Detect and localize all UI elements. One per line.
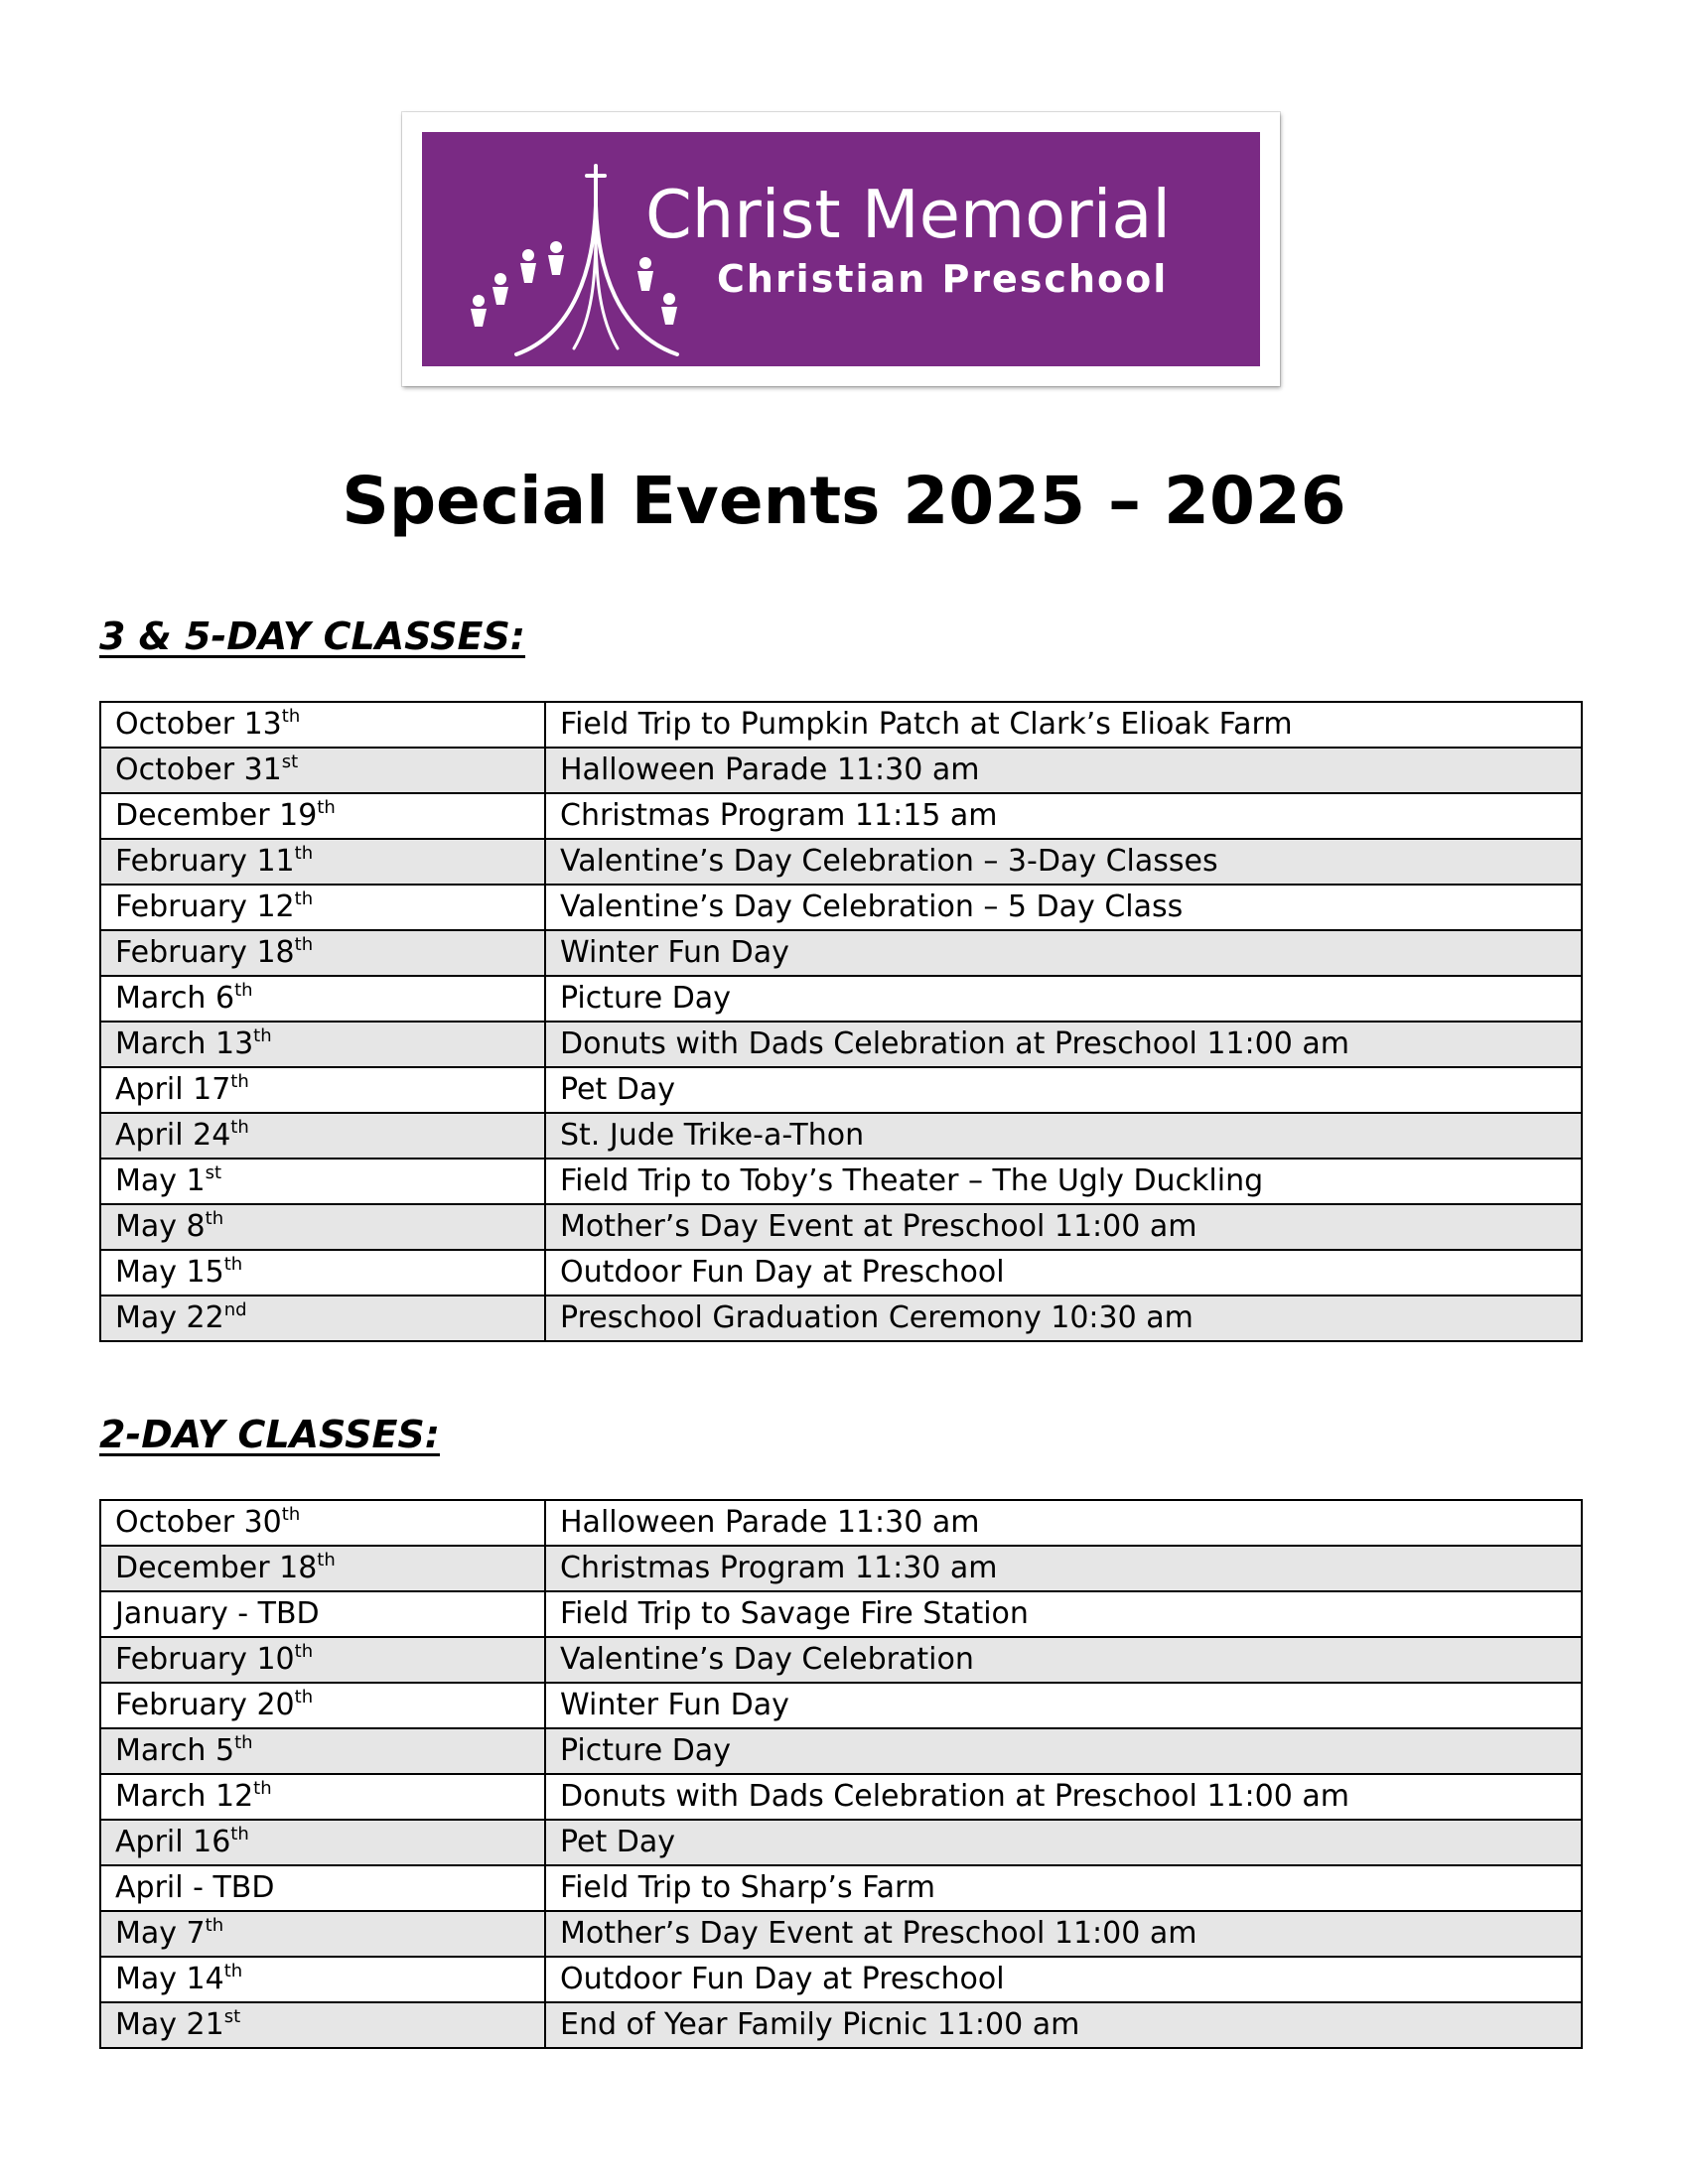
event-description: Pet Day	[560, 1825, 676, 1859]
event-description-cell	[545, 1865, 1582, 1911]
event-date-cell	[100, 1022, 545, 1067]
table-row	[100, 976, 1582, 1022]
event-description-cell	[545, 885, 1582, 930]
logo-frame	[402, 112, 1280, 386]
event-date-cell	[100, 1774, 545, 1820]
event-description-cell	[545, 1728, 1582, 1774]
date-ordinal-suffix: th	[205, 1208, 224, 1229]
event-date: April 24	[115, 1118, 231, 1153]
event-description: Picture Day	[560, 1733, 731, 1768]
logo-banner	[422, 132, 1260, 366]
events-table-2-day	[99, 1499, 1583, 2049]
event-date: February 12	[115, 889, 295, 924]
event-date-cell	[100, 1865, 545, 1911]
event-description: Mother’s Day Event at Preschool 11:00 am	[560, 1916, 1197, 1951]
table-row	[100, 748, 1582, 793]
event-description: Outdoor Fun Day at Preschool	[560, 1255, 1005, 1290]
date-ordinal-suffix: th	[223, 1961, 243, 1981]
event-date: May 22	[115, 1300, 224, 1335]
date-ordinal-suffix: th	[294, 888, 314, 909]
table-row	[100, 1911, 1582, 1957]
event-date-cell	[100, 930, 545, 976]
event-description: Outdoor Fun Day at Preschool	[560, 1962, 1005, 1996]
table-row	[100, 1067, 1582, 1113]
table-row	[100, 1865, 1582, 1911]
event-date: May 1	[115, 1163, 206, 1198]
event-date-cell	[100, 839, 545, 885]
event-description: Halloween Parade 11:30 am	[560, 1505, 980, 1540]
event-date: December 18	[115, 1551, 318, 1585]
table-row	[100, 885, 1582, 930]
event-date: March 5	[115, 1733, 235, 1768]
event-description: Picture Day	[560, 981, 731, 1016]
table-row	[100, 1204, 1582, 1250]
event-description: Valentine’s Day Celebration	[560, 1642, 974, 1677]
event-date-cell	[100, 976, 545, 1022]
table-row	[100, 1022, 1582, 1067]
event-date: October 31	[115, 752, 282, 787]
date-ordinal-suffix: st	[223, 2006, 241, 2027]
event-date: February 18	[115, 935, 295, 970]
date-ordinal-suffix: st	[281, 751, 299, 772]
date-ordinal-suffix: th	[294, 1641, 314, 1662]
table-row	[100, 1591, 1582, 1637]
event-date: October 30	[115, 1505, 282, 1540]
event-date: April 16	[115, 1825, 231, 1859]
table-row	[100, 1546, 1582, 1591]
table-row	[100, 1159, 1582, 1204]
event-date-cell	[100, 1911, 545, 1957]
event-description: Valentine’s Day Celebration – 5 Day Class	[560, 889, 1184, 924]
section-heading-3-5-day: 3 & 5-DAY CLASSES:	[99, 614, 526, 658]
event-description: Preschool Graduation Ceremony 10:30 am	[560, 1300, 1194, 1335]
event-date-cell	[100, 2002, 545, 2048]
event-description: End of Year Family Picnic 11:00 am	[560, 2007, 1080, 2042]
event-date: February 20	[115, 1688, 295, 1722]
date-ordinal-suffix: th	[230, 1071, 249, 1092]
event-description-cell	[545, 1113, 1582, 1159]
date-ordinal-suffix: th	[234, 980, 253, 1001]
event-date-cell	[100, 1204, 545, 1250]
date-ordinal-suffix: th	[230, 1824, 249, 1844]
table-row	[100, 1296, 1582, 1341]
event-date-cell	[100, 1113, 545, 1159]
date-ordinal-suffix: nd	[223, 1299, 247, 1320]
event-description-cell	[545, 2002, 1582, 2048]
event-description-cell	[545, 1296, 1582, 1341]
event-date-cell	[100, 1683, 545, 1728]
table-row	[100, 839, 1582, 885]
event-date-cell	[100, 1820, 545, 1865]
event-date: October 13	[115, 707, 282, 742]
event-description: Christmas Program 11:30 am	[560, 1551, 998, 1585]
event-description: Donuts with Dads Celebration at Preschool 11:00 am	[560, 1026, 1349, 1061]
date-ordinal-suffix: th	[317, 1550, 336, 1570]
event-description-cell	[545, 976, 1582, 1022]
event-date: March 6	[115, 981, 235, 1016]
date-ordinal-suffix: st	[205, 1162, 222, 1183]
table-row	[100, 2002, 1582, 2048]
table-row	[100, 1250, 1582, 1296]
event-description-cell	[545, 702, 1582, 748]
event-date-cell	[100, 1957, 545, 2002]
date-ordinal-suffix: th	[223, 1254, 243, 1275]
events-table-body	[100, 1500, 1582, 2048]
event-date-cell	[100, 702, 545, 748]
event-date-cell	[100, 793, 545, 839]
event-date: December 19	[115, 798, 318, 833]
date-ordinal-suffix: th	[253, 1025, 272, 1046]
event-date: May 15	[115, 1255, 224, 1290]
event-description: Mother’s Day Event at Preschool 11:00 am	[560, 1209, 1197, 1244]
event-description-cell	[545, 1067, 1582, 1113]
event-description-cell	[545, 1957, 1582, 2002]
event-date: March 12	[115, 1779, 254, 1814]
event-description: Winter Fun Day	[560, 935, 789, 970]
date-ordinal-suffix: th	[317, 797, 336, 818]
event-date-cell	[100, 748, 545, 793]
event-description-cell	[545, 1820, 1582, 1865]
event-description: Field Trip to Sharp’s Farm	[560, 1870, 936, 1905]
event-description-cell	[545, 1546, 1582, 1591]
event-date: April 17	[115, 1072, 231, 1107]
table-row	[100, 1683, 1582, 1728]
event-date-cell	[100, 1637, 545, 1683]
event-description-cell	[545, 1159, 1582, 1204]
table-row	[100, 1820, 1582, 1865]
event-description-cell	[545, 1204, 1582, 1250]
date-ordinal-suffix: th	[294, 934, 314, 955]
event-description: Winter Fun Day	[560, 1688, 789, 1722]
date-ordinal-suffix: th	[253, 1778, 272, 1799]
table-row	[100, 1728, 1582, 1774]
date-ordinal-suffix: th	[281, 706, 301, 727]
event-date: May 8	[115, 1209, 206, 1244]
table-row	[100, 702, 1582, 748]
logo-subtitle: Christian Preschool	[717, 257, 1169, 301]
event-date-cell	[100, 1159, 545, 1204]
event-description-cell	[545, 1591, 1582, 1637]
event-date-cell	[100, 1250, 545, 1296]
event-description: Halloween Parade 11:30 am	[560, 752, 980, 787]
table-row	[100, 1957, 1582, 2002]
event-date: January - TBD	[115, 1596, 320, 1631]
event-date: April - TBD	[115, 1870, 275, 1905]
event-description: Field Trip to Pumpkin Patch at Clark’s Elioak Farm	[560, 707, 1293, 742]
table-row	[100, 930, 1582, 976]
date-ordinal-suffix: th	[294, 1687, 314, 1707]
date-ordinal-suffix: th	[234, 1732, 253, 1753]
event-description: Christmas Program 11:15 am	[560, 798, 998, 833]
event-description-cell	[545, 1022, 1582, 1067]
table-row	[100, 1113, 1582, 1159]
event-date: February 10	[115, 1642, 295, 1677]
event-date: May 14	[115, 1962, 224, 1996]
logo-title: Christ Memorial	[645, 176, 1171, 253]
event-description-cell	[545, 1250, 1582, 1296]
date-ordinal-suffix: th	[230, 1117, 249, 1138]
event-description-cell	[545, 930, 1582, 976]
event-date-cell	[100, 1067, 545, 1113]
page-title: Special Events 2025 – 2026	[342, 463, 1346, 539]
event-description: Field Trip to Toby’s Theater – The Ugly Duckling	[560, 1163, 1264, 1198]
date-ordinal-suffix: th	[294, 843, 314, 864]
event-date-cell	[100, 1728, 545, 1774]
table-row	[100, 1637, 1582, 1683]
event-description: Donuts with Dads Celebration at Preschool 11:00 am	[560, 1779, 1349, 1814]
event-date: February 11	[115, 844, 295, 879]
event-description-cell	[545, 748, 1582, 793]
event-description: Valentine’s Day Celebration – 3-Day Classes	[560, 844, 1218, 879]
event-date-cell	[100, 1500, 545, 1546]
date-ordinal-suffix: th	[205, 1915, 224, 1936]
event-description-cell	[545, 1500, 1582, 1546]
event-description: Field Trip to Savage Fire Station	[560, 1596, 1029, 1631]
date-ordinal-suffix: th	[281, 1504, 301, 1525]
event-description-cell	[545, 839, 1582, 885]
event-description-cell	[545, 1683, 1582, 1728]
event-description-cell	[545, 1911, 1582, 1957]
event-date-cell	[100, 1591, 545, 1637]
table-row	[100, 1774, 1582, 1820]
event-description: Pet Day	[560, 1072, 676, 1107]
section-heading-2-day: 2-DAY CLASSES:	[99, 1413, 440, 1456]
event-description-cell	[545, 793, 1582, 839]
events-table-body	[100, 702, 1582, 1341]
event-description-cell	[545, 1637, 1582, 1683]
table-row	[100, 1500, 1582, 1546]
event-date-cell	[100, 1546, 545, 1591]
event-date: March 13	[115, 1026, 254, 1061]
table-row	[100, 793, 1582, 839]
event-date-cell	[100, 1296, 545, 1341]
event-description-cell	[545, 1774, 1582, 1820]
event-date: May 21	[115, 2007, 224, 2042]
events-table-3-5-day	[99, 701, 1583, 1342]
event-date: May 7	[115, 1916, 206, 1951]
event-description: St. Jude Trike-a-Thon	[560, 1118, 865, 1153]
event-date-cell	[100, 885, 545, 930]
